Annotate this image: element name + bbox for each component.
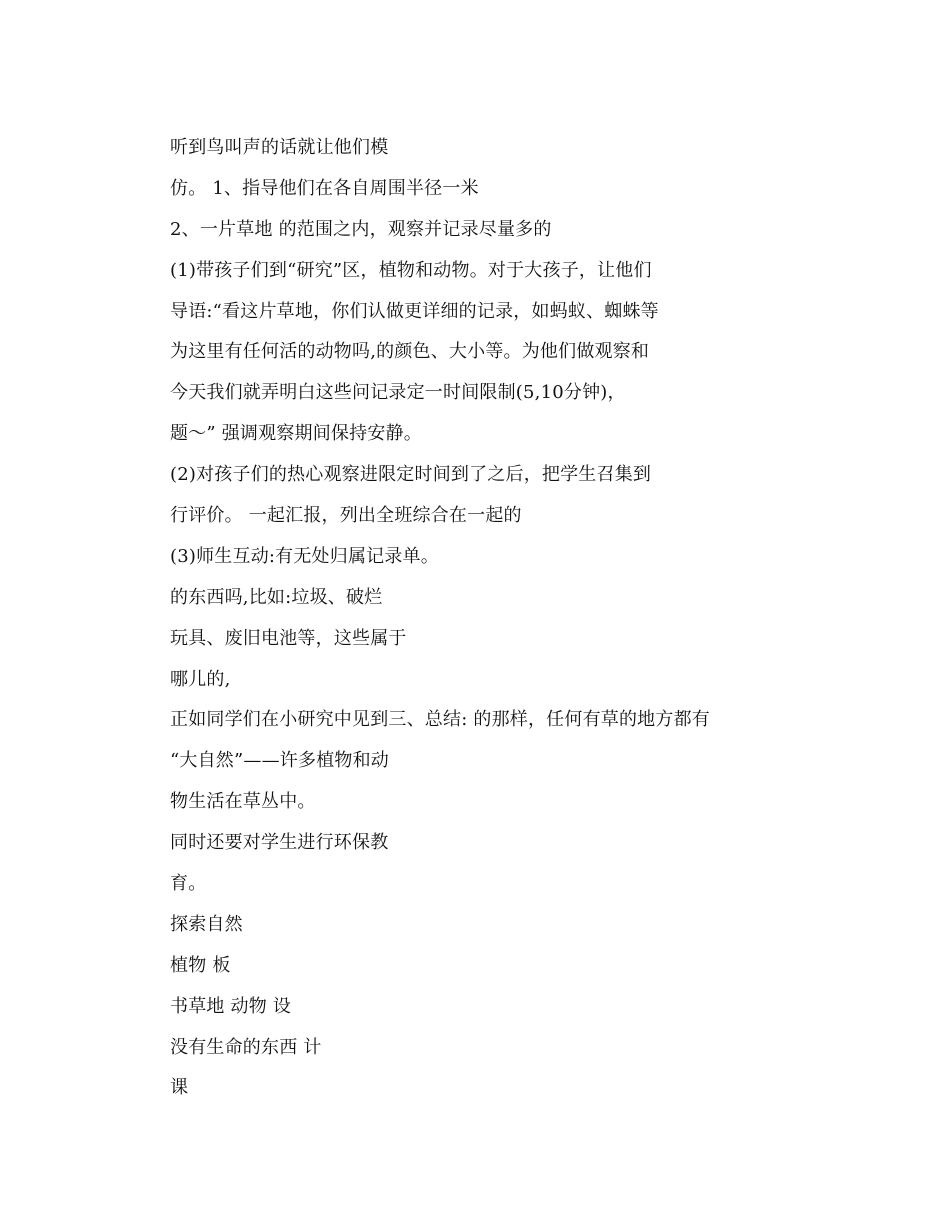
- text-line: (2)对孩子们的热心观察进限定时间到了之后，把学生召集到: [170, 464, 652, 486]
- text-line: 同时还要对学生进行环保教: [170, 832, 389, 854]
- text-line: 书草地 动物 设: [170, 995, 292, 1017]
- text-line: 题～” 强调观察期间保持安静。: [170, 423, 422, 445]
- text-line: 玩具、废旧电池等，这些属于: [170, 627, 407, 649]
- text-line: 导语:“看这片草地，你们认做更详细的记录，如蚂蚁、蜘蛛等: [170, 300, 659, 322]
- text-line: 行评价。 一起汇报，列出全班综合在一起的: [170, 505, 522, 527]
- text-line: (3)师生互动:有无处归属记录单。: [170, 545, 439, 567]
- text-line: 的东西吗,比如:垃圾、破烂: [170, 586, 383, 608]
- text-line: 为这里有任何活的动物吗,的颜色、大小等。为他们做观察和: [170, 341, 650, 363]
- text-line: 哪儿的,: [170, 668, 231, 690]
- text-line: 听到鸟叫声的话就让他们模: [170, 137, 389, 158]
- text-line: 物生活在草丛中。: [170, 791, 316, 813]
- text-line: 育。: [170, 873, 207, 895]
- text-line: 2、一片草地 的范围之内，观察并记录尽量多的: [170, 218, 552, 240]
- text-line: 正如同学们在小研究中见到三、总结: 的那样，任何有草的地方都有: [170, 709, 710, 731]
- text-line: (1)带孩子们到“研究”区，植物和动物。对于大孩子，让他们: [170, 259, 652, 281]
- text-line: 仿。 1、指导他们在各自周围半径一米: [170, 177, 479, 199]
- text-line: 没有生命的东西 计: [170, 1036, 322, 1058]
- text-line: 今天我们就弄明白这些问记录定一时间限制(5,10分钟)，: [170, 382, 626, 404]
- text-line: 探索自然: [170, 913, 243, 935]
- text-line: 植物 板: [170, 954, 231, 976]
- text-line: 课: [170, 1077, 189, 1099]
- text-line: “大自然”——许多植物和动: [170, 750, 390, 772]
- document-body: [170, 128, 890, 1109]
